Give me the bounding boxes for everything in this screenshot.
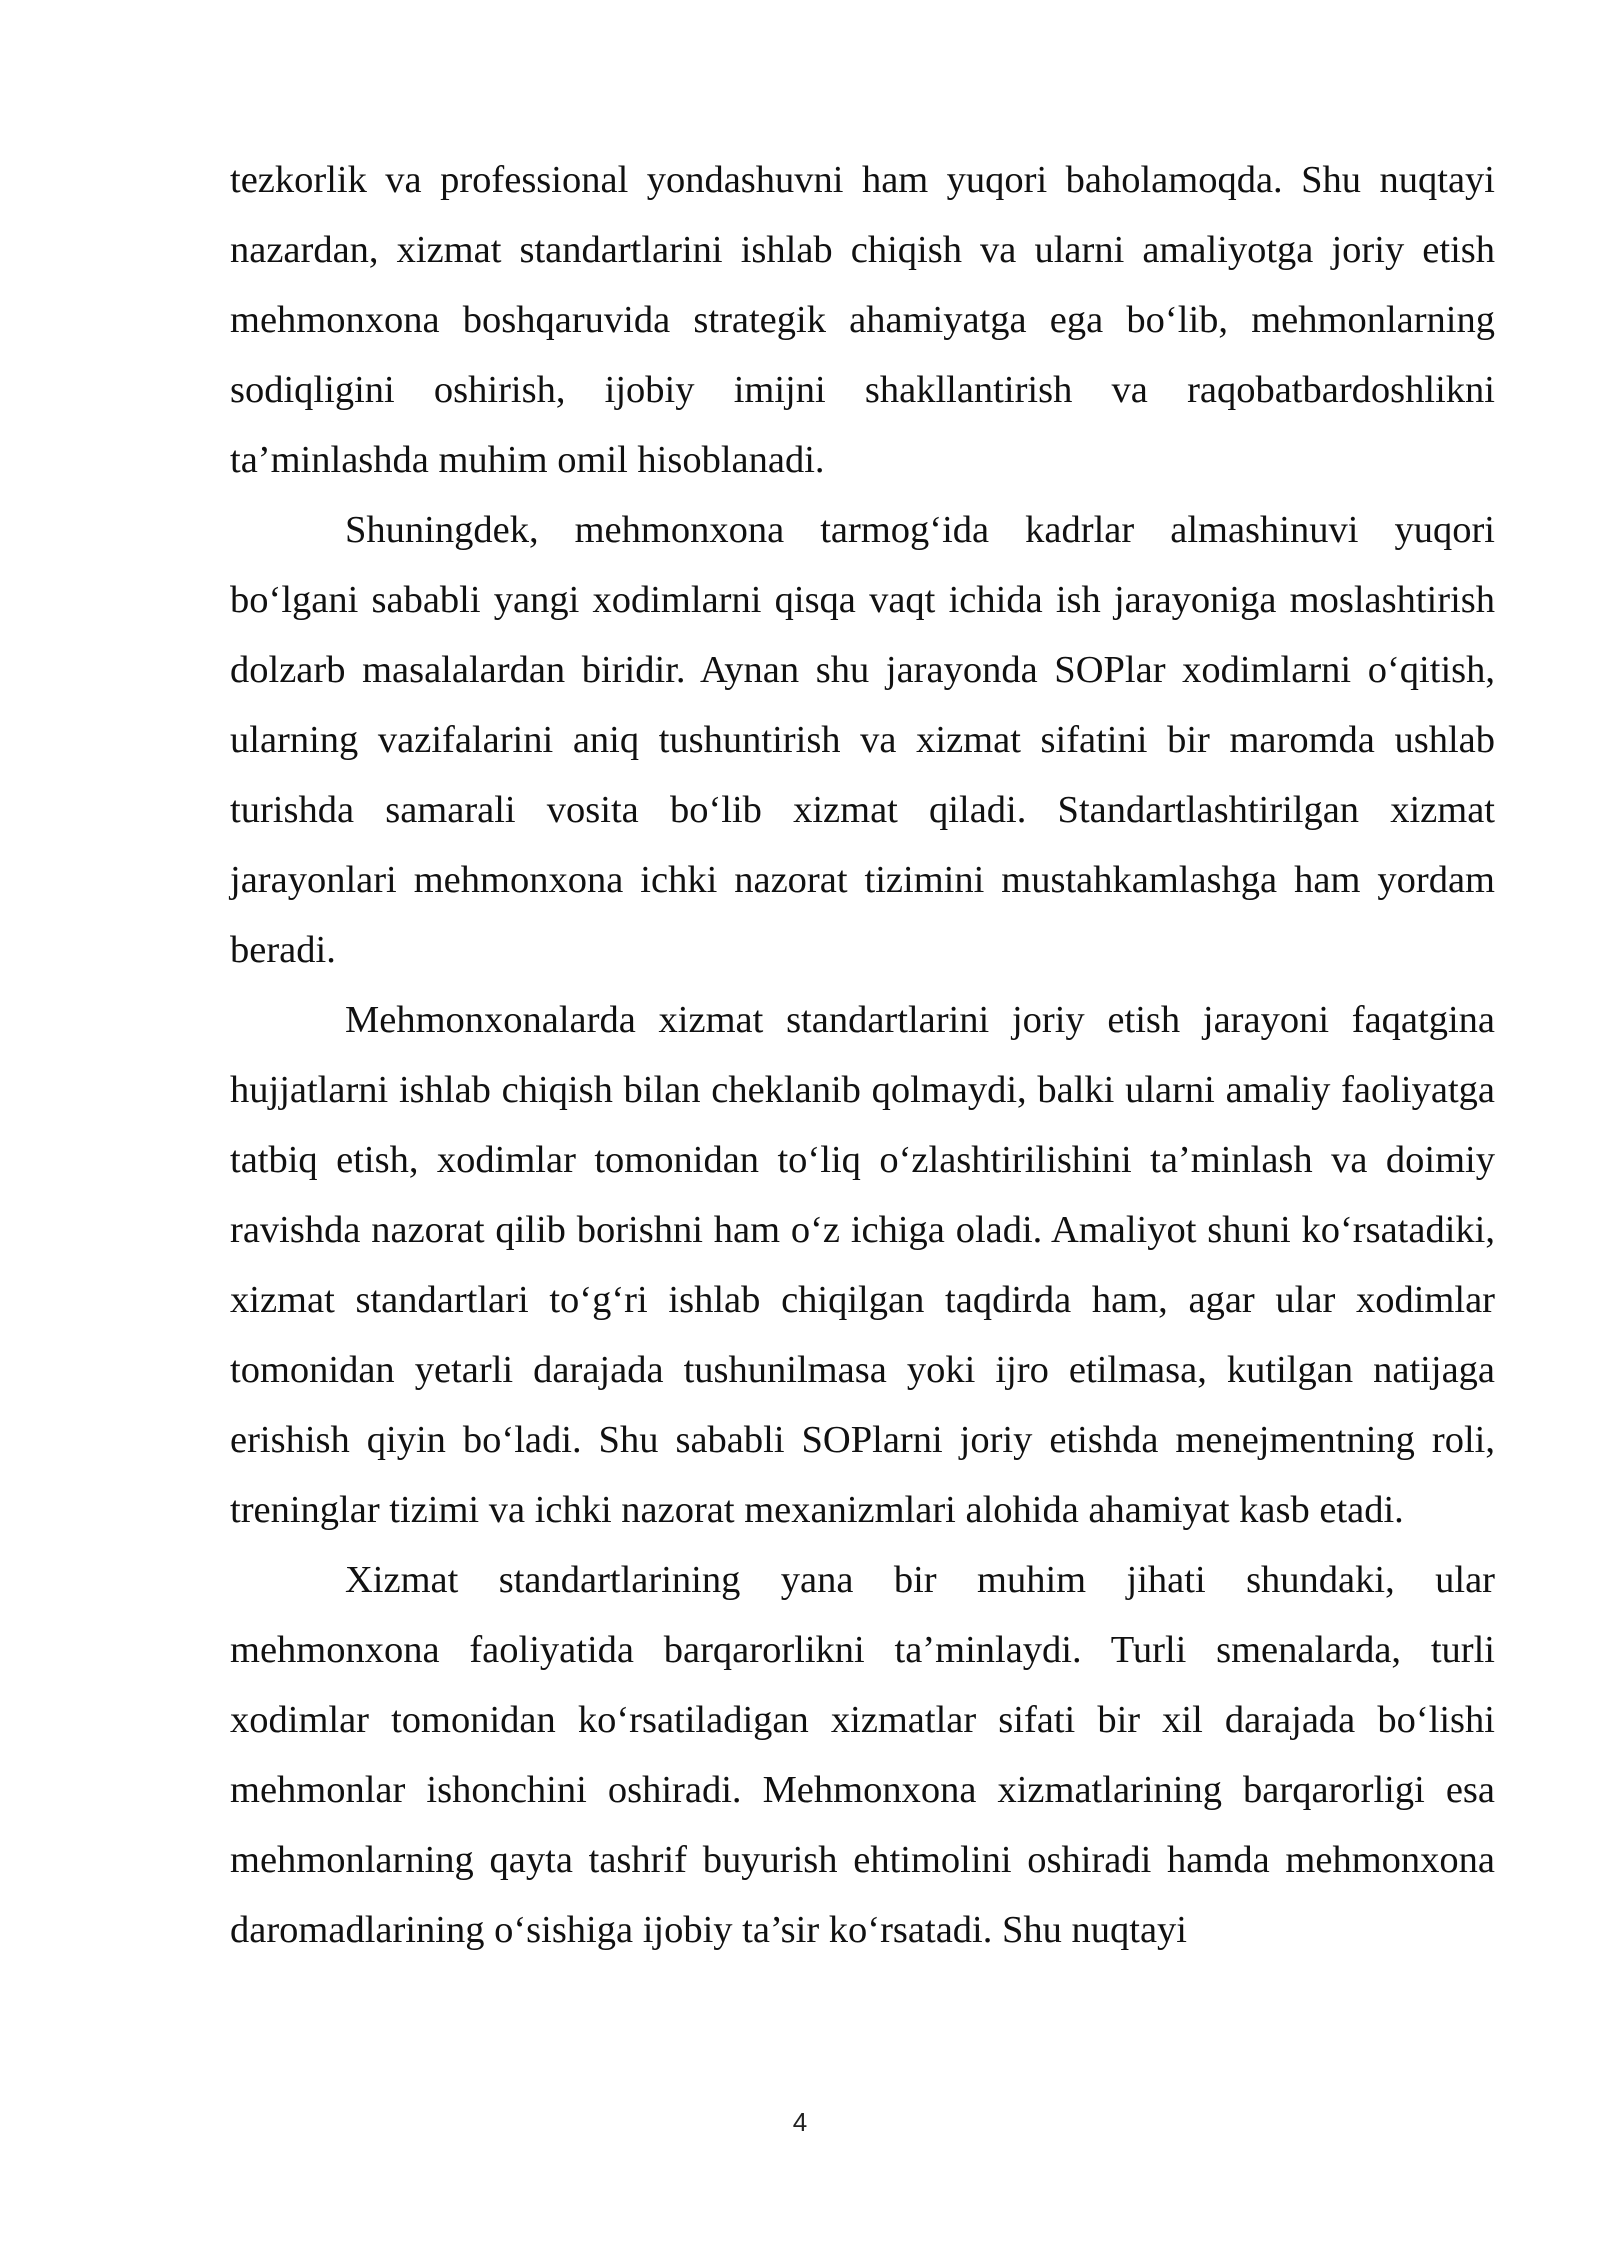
page-number: 4 (792, 2107, 808, 2137)
paragraph: Xizmat standartlarining yana bir muhim jihati shundaki, ular mehmonxona faoliyatida barqarorlikni ta’minlaydi. Turli smenalarda, turli xodimlar tomonidan ko‘rsatiladigan xizmatlar sifati bir xil darajada bo‘lishi mehmonlar ishonchini oshiradi. Mehmonxona xizmatlarining barqarorligi esa mehmonlarning qayta tashrif buyurish ehtimolini oshiradi hamda mehmonxona daromadlarining o‘sishiga ijobiy ta’sir ko‘rsatadi. Shu nuqtayi (230, 1559, 1495, 1951)
body-text (230, 145, 1495, 1965)
paragraph: Mehmonxonalarda xizmat standartlarini joriy etish jarayoni faqatgina hujjatlarni ishlab chiqish bilan cheklanib qolmaydi, balki ularni amaliy faoliyatga tatbiq etish, xodimlar tomonidan to‘liq o‘zlashtirilishini ta’minlash va doimiy ravishda nazorat qilib borishni ham o‘z ichiga oladi. Amaliyot shuni ko‘rsatadiki, xizmat standartlari to‘g‘ri ishlab chiqilgan taqdirda ham, agar ular xodimlar tomonidan yetarli darajada tushunilmasa yoki ijro etilmasa, kutilgan natijaga erishish qiyin bo‘ladi. Shu sababli SOPlarni joriy etishda menejmentning roli, treninglar tizimi va ichki nazorat mexanizmlari alohida ahamiyat kasb etadi. (230, 999, 1495, 1531)
paragraph: Shuningdek, mehmonxona tarmog‘ida kadrlar almashinuvi yuqori bo‘lgani sababli yangi xodimlarni qisqa vaqt ichida ish jarayoniga moslashtirish dolzarb masalalardan biridir. Aynan shu jarayonda SOPlar xodimlarni o‘qitish, ularning vazifalarini aniq tushuntirish va xizmat sifatini bir maromda ushlab turishda samarali vosita bo‘lib xizmat qiladi. Standartlashtirilgan xizmat jarayonlari mehmonxona ichki nazorat tizimini mustahkamlashga ham yordam beradi. (230, 509, 1495, 971)
paragraph-continued: tezkorlik va professional yondashuvni ham yuqori baholamoqda. Shu nuqtayi nazardan, xizmat standartlarini ishlab chiqish va ularni amaliyotga joriy etish mehmonxona boshqaruvida strategik ahamiyatga ega bo‘lib, mehmonlarning sodiqligini oshirish, ijobiy imijni shakllantirish va raqobatbardoshlikni ta’minlashda muhim omil hisoblanadi. (230, 159, 1495, 481)
